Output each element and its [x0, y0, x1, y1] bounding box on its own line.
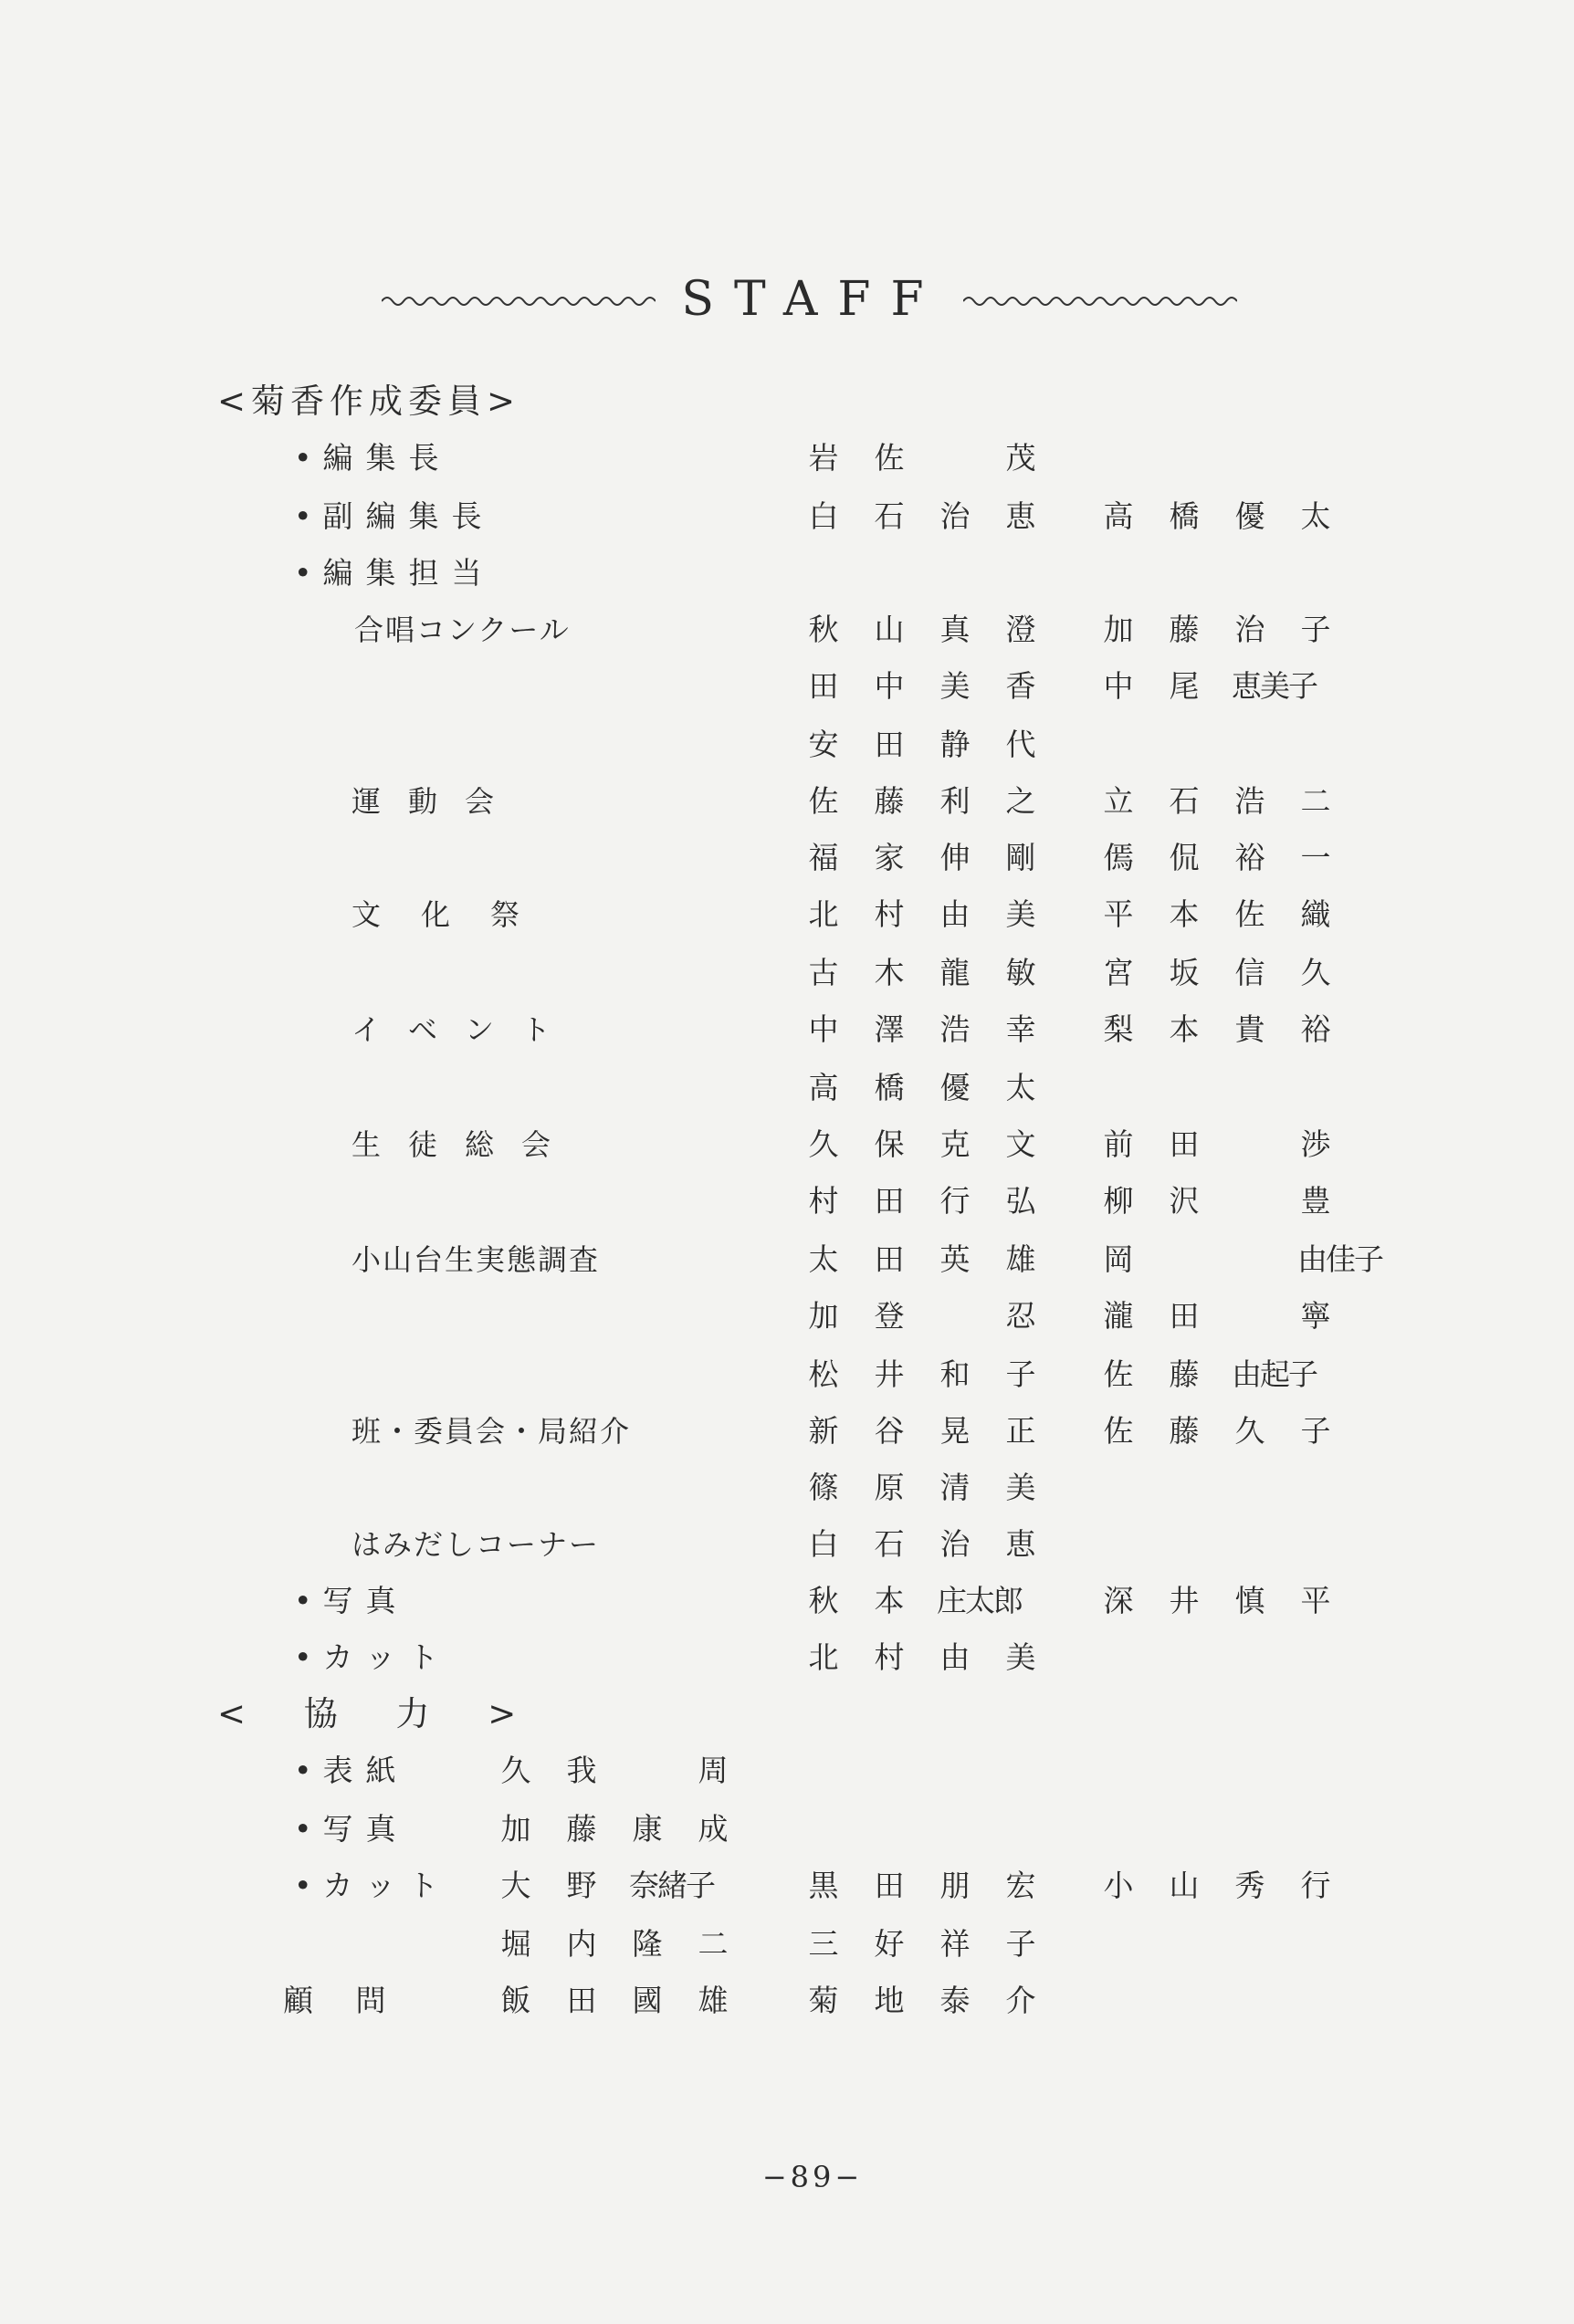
title-row [374, 263, 1251, 336]
name-char: 家 [874, 840, 905, 875]
name-char: 岡 [1103, 1241, 1134, 1277]
name-char: 村 [874, 1639, 905, 1675]
name-char: 松 [808, 1356, 839, 1392]
staff-name [805, 896, 1068, 933]
name-char: 梨 [1103, 1011, 1134, 1047]
name-char: 木 [874, 955, 905, 990]
name-char: 篠 [808, 1470, 839, 1505]
name-char: 太 [1005, 1070, 1036, 1105]
name-char: 藤 [1169, 1413, 1200, 1449]
role-editor-in-chief: • 編集長 [294, 440, 452, 476]
name-char: 原 [874, 1470, 905, 1505]
staff-name [805, 783, 1068, 820]
name-char: 新 [808, 1413, 839, 1449]
name-char: 子 [1005, 1926, 1036, 1962]
staff-name [498, 1983, 761, 2019]
staff-name [805, 440, 1068, 476]
name-char: 茂 [1005, 440, 1036, 476]
name-char: 香 [1005, 668, 1036, 704]
staff-name [1100, 1126, 1363, 1163]
role-label: 編集担当 [322, 555, 495, 591]
name-char: 立 [1103, 783, 1134, 819]
staff-name [1100, 1583, 1363, 1619]
name-char: 藤 [874, 783, 905, 819]
staff-name [1100, 840, 1363, 876]
name-char: 信 [1234, 955, 1265, 990]
role-label: 表紙 [322, 1753, 409, 1788]
name-char: 久 [500, 1753, 531, 1788]
name-char: 周 [698, 1753, 729, 1788]
name-char: 龍 [939, 955, 971, 990]
page-title: STAFF [681, 272, 944, 327]
staff-name [1100, 1413, 1363, 1450]
name-char: 庄太郎 [937, 1583, 1022, 1618]
name-char: 本 [874, 1583, 905, 1618]
name-char: 飯 [500, 1983, 531, 2018]
name-char: 本 [1169, 896, 1200, 932]
name-char: 佐 [808, 783, 839, 819]
staff-name [805, 1183, 1068, 1220]
name-char: 豊 [1300, 1183, 1331, 1219]
staff-name [805, 1526, 1068, 1563]
name-char: 慎 [1234, 1583, 1265, 1618]
name-char: 田 [808, 668, 839, 704]
name-char: 田 [1169, 1126, 1200, 1162]
name-char: 國 [632, 1983, 663, 2018]
name-char: 柳 [1103, 1183, 1134, 1219]
staff-name [1100, 783, 1363, 820]
staff-name [498, 1753, 761, 1789]
name-char: 優 [939, 1070, 971, 1105]
name-char: 子 [1300, 1413, 1331, 1449]
name-char: 介 [1005, 1983, 1036, 2018]
name-char: 渉 [1300, 1126, 1331, 1162]
name-char: 裕 [1234, 840, 1265, 875]
name-char: 白 [808, 1526, 839, 1562]
staff-name [805, 1926, 1068, 1963]
name-char: 宮 [1103, 955, 1134, 990]
name-char: 本 [1169, 1011, 1200, 1047]
name-char: 我 [566, 1753, 597, 1788]
name-char: 山 [874, 612, 905, 647]
name-char: 晃 [939, 1413, 971, 1449]
name-char: 由起子 [1232, 1356, 1317, 1392]
staff-name [805, 1011, 1068, 1048]
role-cut: • カット [294, 1639, 452, 1675]
staff-name [498, 1868, 761, 1904]
name-char: 治 [1234, 612, 1265, 647]
name-char: 行 [1300, 1868, 1331, 1903]
staff-name [805, 1583, 1068, 1619]
name-char: 藤 [1169, 1356, 1200, 1392]
name-char: 久 [1234, 1413, 1265, 1449]
name-char: 田 [874, 1241, 905, 1277]
staff-name [805, 1298, 1068, 1335]
staff-name [1100, 668, 1363, 705]
staff-name [1100, 612, 1363, 648]
staff-name [1100, 955, 1363, 991]
name-char: 正 [1005, 1413, 1036, 1449]
name-char: 由 [939, 1639, 971, 1675]
role-label: カット [322, 1639, 452, 1675]
staff-name [805, 1983, 1068, 2019]
staff-name [805, 1126, 1068, 1163]
name-char: 佐 [1234, 896, 1265, 932]
staff-name [1100, 498, 1363, 535]
name-char: 橋 [874, 1070, 905, 1105]
name-char: 朋 [939, 1868, 971, 1903]
name-char: 加 [808, 1298, 839, 1334]
staff-name [805, 1470, 1068, 1506]
name-char: 平 [1103, 896, 1134, 932]
name-char: 忍 [1005, 1298, 1036, 1334]
name-char: 和 [939, 1356, 971, 1392]
name-char: 秋 [808, 1583, 839, 1618]
staff-name [805, 1413, 1068, 1450]
name-char: 中 [808, 1011, 839, 1047]
name-char: 恵 [1005, 1526, 1036, 1562]
role-cover: • 表紙 [294, 1753, 409, 1788]
name-char: 浩 [939, 1011, 971, 1047]
name-char: 伸 [939, 840, 971, 875]
name-char: 安 [808, 727, 839, 762]
name-char: 井 [1169, 1583, 1200, 1618]
staff-name [805, 1070, 1068, 1106]
name-char: 北 [808, 896, 839, 932]
name-char: 村 [808, 1183, 839, 1219]
name-char: 佐 [1103, 1356, 1134, 1392]
role-cut-2: • カット [294, 1868, 452, 1903]
role-label: 副編集長 [322, 498, 495, 534]
name-char: 深 [1103, 1583, 1134, 1618]
name-char: 秋 [808, 612, 839, 647]
name-char: 瀧 [1103, 1298, 1134, 1334]
name-char: 地 [874, 1983, 905, 2018]
subsection-sports: 運動会 [352, 784, 522, 819]
name-char: 祥 [939, 1926, 971, 1962]
ornament-left-icon [382, 290, 656, 309]
section-cooperation: < 協 力 > [217, 1694, 540, 1733]
name-char: 之 [1005, 783, 1036, 819]
name-char: 田 [874, 727, 905, 762]
name-char: 前 [1103, 1126, 1134, 1162]
name-char: 藤 [566, 1811, 597, 1847]
role-vice-editor: • 副編集長 [294, 498, 495, 534]
name-char: 行 [939, 1183, 971, 1219]
staff-name [498, 1811, 761, 1848]
staff-name [1100, 1298, 1363, 1335]
name-char: 澤 [874, 1011, 905, 1047]
role-photo-2: • 写真 [294, 1811, 409, 1847]
name-char: 傿 [1103, 840, 1134, 875]
name-char: 野 [566, 1868, 597, 1903]
name-char: 利 [939, 783, 971, 819]
name-char: 高 [808, 1070, 839, 1105]
staff-name [1100, 1868, 1363, 1904]
name-char: 北 [808, 1639, 839, 1675]
name-char: 美 [1005, 1470, 1036, 1505]
subsection-corner: はみだしコーナー [352, 1527, 601, 1562]
name-char: 雄 [698, 1983, 729, 2018]
name-char: 浩 [1234, 783, 1265, 819]
name-char: 敏 [1005, 955, 1036, 990]
staff-name [805, 1356, 1068, 1393]
subsection-groups: 班・委員会・局紹介 [352, 1414, 632, 1449]
role-editor-staff: • 編集担当 [294, 555, 495, 591]
name-char: 藤 [1169, 612, 1200, 647]
subsection-survey: 小山台生実態調査 [352, 1242, 601, 1277]
name-char: 井 [874, 1356, 905, 1392]
name-char: 子 [1005, 1356, 1036, 1392]
name-char: 織 [1300, 896, 1331, 932]
name-char: 高 [1103, 498, 1134, 534]
name-char: 久 [1300, 955, 1331, 990]
subsection-chorus: 合唱コンクール [354, 612, 571, 647]
name-char: 菊 [808, 1983, 839, 2018]
name-char: 成 [698, 1811, 729, 1847]
name-char: 黒 [808, 1868, 839, 1903]
name-char: 幸 [1005, 1011, 1036, 1047]
staff-name [805, 840, 1068, 876]
name-char: 侃 [1169, 840, 1200, 875]
staff-name [805, 1639, 1068, 1676]
name-char: 加 [500, 1811, 531, 1847]
staff-name [805, 727, 1068, 763]
name-char: 佐 [874, 440, 905, 476]
page-number: −89− [761, 2160, 864, 2194]
name-char: 雄 [1005, 1241, 1036, 1277]
name-char: 小 [1103, 1868, 1134, 1903]
name-char: 太 [808, 1241, 839, 1277]
name-char: 一 [1300, 840, 1331, 875]
subsection-event: イベント [352, 1012, 579, 1047]
name-char: 田 [874, 1868, 905, 1903]
name-char: 橋 [1169, 498, 1200, 534]
name-char: 宏 [1005, 1868, 1036, 1903]
role-advisor: 顧 問 [283, 1983, 403, 2018]
name-char: 恵美子 [1232, 668, 1317, 704]
name-char: 裕 [1300, 1011, 1331, 1047]
name-char: 恵 [1005, 498, 1036, 534]
name-char: 秀 [1234, 1868, 1265, 1903]
name-char: 治 [939, 1526, 971, 1562]
name-char: 澄 [1005, 612, 1036, 647]
staff-name [498, 1926, 761, 1963]
name-char: 平 [1300, 1583, 1331, 1618]
staff-name [805, 668, 1068, 705]
name-char: 坂 [1169, 955, 1200, 990]
name-char: 二 [1300, 783, 1331, 819]
name-char: 清 [939, 1470, 971, 1505]
staff-name [1100, 1241, 1382, 1278]
name-char: 寧 [1300, 1298, 1331, 1334]
name-char: 太 [1300, 498, 1331, 534]
name-char: 田 [1169, 1298, 1200, 1334]
role-label: 写真 [322, 1811, 409, 1847]
name-char: 美 [1005, 1639, 1036, 1675]
role-label: 編集長 [322, 440, 452, 476]
name-char: 治 [939, 498, 971, 534]
name-char: 好 [874, 1926, 905, 1962]
name-char: 福 [808, 840, 839, 875]
name-char: 克 [939, 1126, 971, 1162]
role-photo: • 写真 [294, 1583, 409, 1618]
name-char: 優 [1234, 498, 1265, 534]
name-char: 白 [808, 498, 839, 534]
ornament-right-icon [963, 290, 1237, 309]
name-char: 文 [1005, 1126, 1036, 1162]
name-char: 二 [698, 1926, 729, 1962]
name-char: 三 [808, 1926, 839, 1962]
name-char: 尾 [1169, 668, 1200, 704]
name-char: 佐 [1103, 1413, 1134, 1449]
name-char: 静 [939, 727, 971, 762]
name-char: 登 [874, 1298, 905, 1334]
staff-name [805, 498, 1068, 535]
name-char: 由佳子 [1297, 1241, 1382, 1277]
subsection-culture: 文化祭 [352, 897, 561, 932]
name-char: 田 [874, 1183, 905, 1219]
name-char: 中 [874, 668, 905, 704]
name-char: 弘 [1005, 1183, 1036, 1219]
name-char: 美 [939, 668, 971, 704]
name-char: 貴 [1234, 1011, 1265, 1047]
name-char: 保 [874, 1126, 905, 1162]
name-char: 康 [632, 1811, 663, 1847]
staff-name [805, 955, 1068, 991]
name-char: 泰 [939, 1983, 971, 2018]
name-char: 中 [1103, 668, 1134, 704]
name-char: 村 [874, 896, 905, 932]
staff-name [805, 1241, 1068, 1278]
role-label: カット [322, 1868, 452, 1903]
name-char: 沢 [1169, 1183, 1200, 1219]
name-char: 英 [939, 1241, 971, 1277]
name-char: 奈緒子 [629, 1868, 714, 1903]
staff-name [1100, 1183, 1363, 1220]
subsection-assembly: 生徒総会 [352, 1127, 579, 1162]
name-char: 大 [500, 1868, 531, 1903]
name-char: 田 [566, 1983, 597, 2018]
name-char: 美 [1005, 896, 1036, 932]
name-char: 谷 [874, 1413, 905, 1449]
role-label: 写真 [322, 1583, 409, 1618]
staff-name [805, 612, 1068, 648]
name-char: 由 [939, 896, 971, 932]
staff-name [1100, 1011, 1363, 1048]
name-char: 子 [1300, 612, 1331, 647]
name-char: 堀 [500, 1926, 531, 1962]
name-char: 石 [1169, 783, 1200, 819]
name-char: 代 [1005, 727, 1036, 762]
name-char: 隆 [632, 1926, 663, 1962]
name-char: 真 [939, 612, 971, 647]
name-char: 加 [1103, 612, 1134, 647]
name-char: 岩 [808, 440, 839, 476]
name-char: 石 [874, 1526, 905, 1562]
name-char: 石 [874, 498, 905, 534]
staff-name [805, 1868, 1068, 1904]
name-char: 古 [808, 955, 839, 990]
name-char: 山 [1169, 1868, 1200, 1903]
staff-name [1100, 1356, 1363, 1393]
section-committee: <菊香作成委員> [217, 382, 521, 421]
staff-name [1100, 896, 1363, 933]
name-char: 剛 [1005, 840, 1036, 875]
name-char: 内 [566, 1926, 597, 1962]
name-char: 久 [808, 1126, 839, 1162]
